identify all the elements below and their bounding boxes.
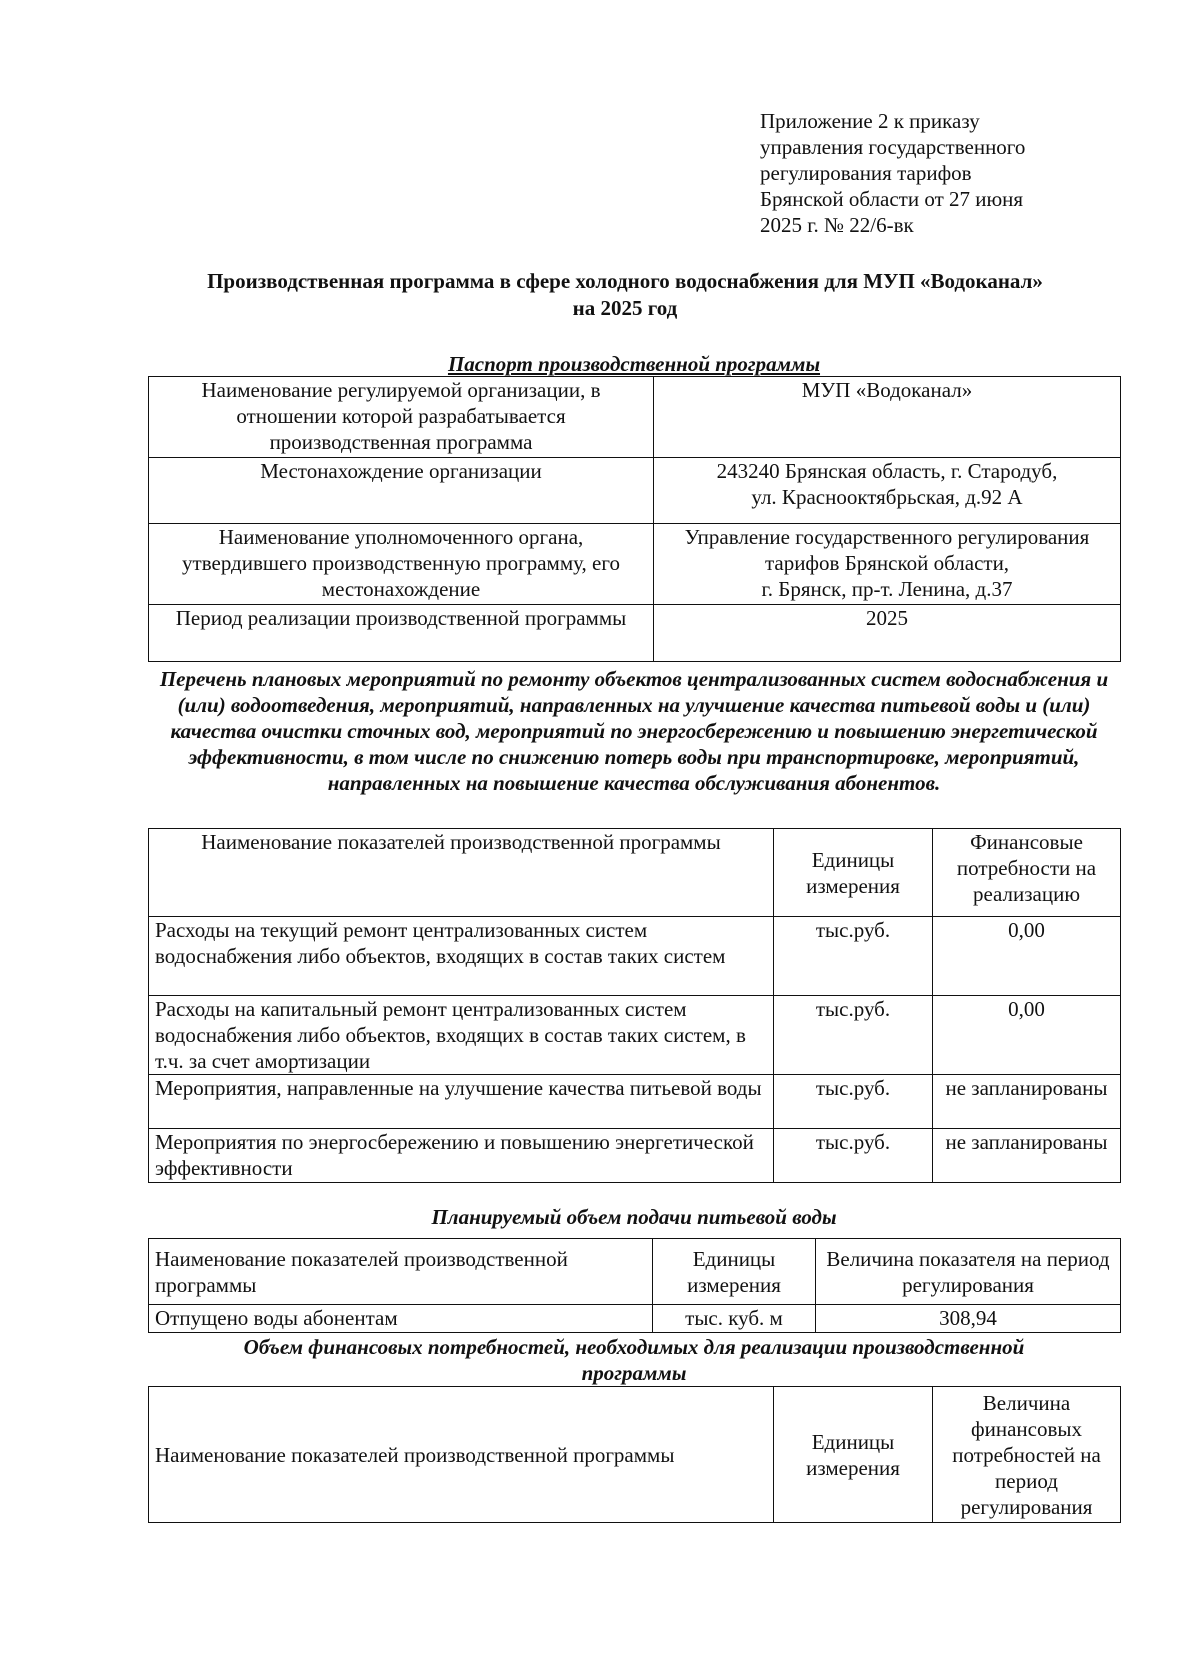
measures-heading-text: Перечень плановых мероприятий по ремонту объектов централизованных систем водоснабжения и (или) водоотведения, мероприятий, направленных на улучшение качества питьевой воды и (или) качества очистки сточных вод, мероприятий по энергосбережению и повышению энергетической эффективности, в том числе по снижению потерь воды при транспортировке, мероприятий, направленных на повышение качества обслуживания абонентов. (159, 667, 1109, 795)
table-header-row (149, 1387, 1121, 1523)
finance-table (148, 1386, 1121, 1523)
volume-heading (148, 1204, 1120, 1230)
appendix-line: регулирования тарифов (760, 161, 972, 185)
passport-table (148, 376, 1121, 662)
passport-value: МУП «Водоканал» (654, 377, 1121, 458)
table-row (149, 1075, 1121, 1129)
passport-label: Местонахождение организации (149, 458, 654, 524)
finance-heading-line-1: Объем финансовых потребностей, необходимых для реализации производственной (243, 1335, 1025, 1359)
passport-value-line: г. Брянск, пр-т. Ленина, д.37 (761, 577, 1013, 601)
appendix-line: 2025 г. № 22/6-вк (760, 213, 914, 237)
title-line-1: Производственная программа в сфере холодного водоснабжения для МУП «Водоканал» (207, 269, 1043, 293)
finance-heading (148, 1334, 1120, 1386)
measure-unit: тыс.руб. (774, 917, 933, 996)
column-header: Наименование показателей производственной программы (149, 829, 774, 917)
passport-value-line: тарифов Брянской области, (764, 551, 1010, 575)
passport-label: Период реализации производственной программы (149, 605, 654, 662)
finance-heading-line-2: программы (581, 1361, 687, 1385)
column-header: Наименование показателей производственной программы (149, 1239, 653, 1305)
passport-value-line: 243240 Брянская область, г. Стародуб, (716, 459, 1058, 483)
passport-value (654, 458, 1121, 524)
measure-value: не запланированы (933, 1129, 1121, 1183)
volume-heading-text: Планируемый объем подачи питьевой воды (431, 1205, 837, 1229)
passport-label: Наименование регулируемой организации, в отношении которой разрабатывается производственная программа (149, 377, 654, 458)
column-header: Наименование показателей производственной программы (149, 1387, 774, 1523)
table-row (149, 1305, 1121, 1333)
table-row (149, 1129, 1121, 1183)
measure-value: не запланированы (933, 1075, 1121, 1129)
column-header: Единицы измерения (774, 1387, 933, 1523)
table-header-row (149, 829, 1121, 917)
appendix-line: управления государственного (760, 135, 1026, 159)
appendix-reference (760, 108, 1180, 238)
column-header: Величина показателя на период регулирования (816, 1239, 1121, 1305)
measure-name: Расходы на капитальный ремонт централизованных систем водоснабжения либо объектов, входящих в состав таких систем, в т.ч. за счет амортизации (149, 996, 774, 1075)
column-header: Финансовые потребности на реализацию (933, 829, 1121, 917)
volume-name: Отпущено воды абонентам (149, 1305, 653, 1333)
measures-heading (148, 666, 1120, 796)
table-row (149, 377, 1121, 458)
table-header-row (149, 1239, 1121, 1305)
table-row (149, 524, 1121, 605)
passport-value-line: Управление государственного регулирования (684, 525, 1090, 549)
measure-name: Расходы на текущий ремонт централизованных систем водоснабжения либо объектов, входящих в состав таких систем (149, 917, 774, 996)
passport-value (654, 524, 1121, 605)
column-header: Величина финансовых потребностей на период регулирования (933, 1387, 1121, 1523)
passport-heading (148, 351, 1120, 377)
table-row (149, 605, 1121, 662)
volume-unit: тыс. куб. м (653, 1305, 816, 1333)
table-row (149, 458, 1121, 524)
measures-table (148, 828, 1121, 1183)
title-line-2: на 2025 год (572, 296, 678, 320)
passport-value: 2025 (654, 605, 1121, 662)
measure-unit: тыс.руб. (774, 1129, 933, 1183)
column-header: Единицы измерения (653, 1239, 816, 1305)
document-title (140, 268, 1110, 322)
passport-value-line: ул. Краснооктябрьская, д.92 А (751, 485, 1023, 509)
column-header: Единицы измерения (774, 829, 933, 917)
measure-name: Мероприятия по энергосбережению и повышению энергетической эффективности (149, 1129, 774, 1183)
table-row (149, 917, 1121, 996)
appendix-line: Приложение 2 к приказу (760, 109, 980, 133)
measure-unit: тыс.руб. (774, 1075, 933, 1129)
passport-heading-text: Паспорт производственной программы (447, 352, 821, 376)
table-row (149, 996, 1121, 1075)
passport-label: Наименование уполномоченного органа, утвердившего производственную программу, его местонахождение (149, 524, 654, 605)
measure-name: Мероприятия, направленные на улучшение качества питьевой воды (149, 1075, 774, 1129)
volume-table (148, 1238, 1121, 1333)
appendix-line: Брянской области от 27 июня (760, 187, 1024, 211)
measure-value: 0,00 (933, 917, 1121, 996)
volume-value: 308,94 (816, 1305, 1121, 1333)
measure-value: 0,00 (933, 996, 1121, 1075)
measure-unit: тыс.руб. (774, 996, 933, 1075)
